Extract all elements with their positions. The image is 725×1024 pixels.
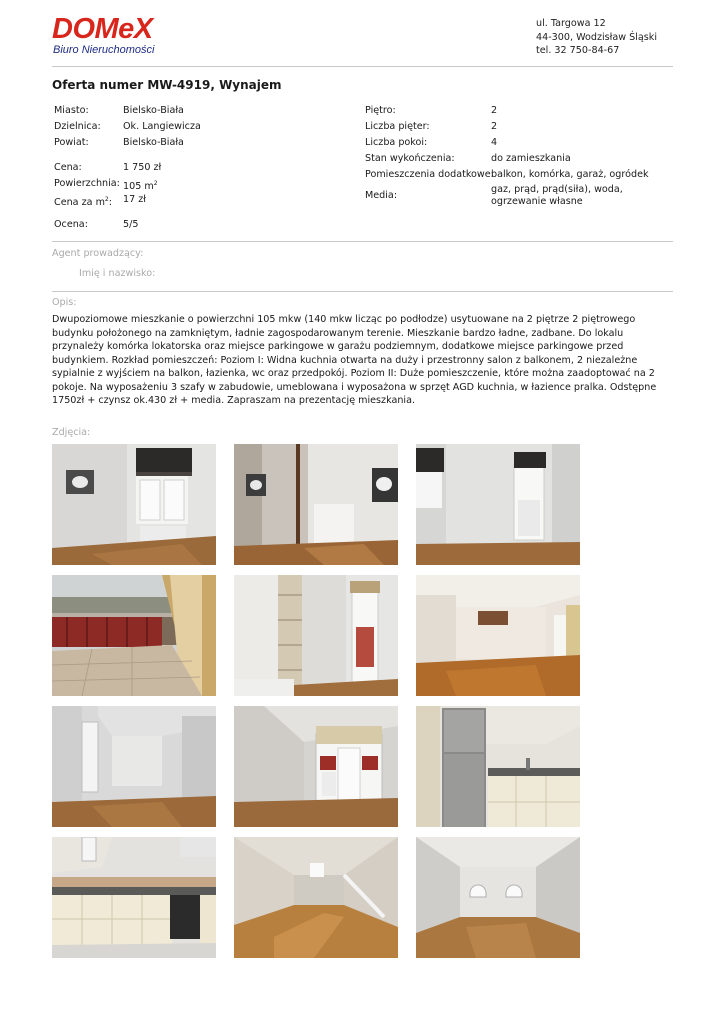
address-phone: tel. 32 750-84-67 [536,45,620,56]
photo-kitchen-fridge[interactable] [416,706,580,827]
detail-value: Ok. Langiewicza [123,121,201,132]
detail-label: Miasto: [54,105,89,116]
header-divider [52,66,673,67]
detail-label: Cena za $m^2$: [54,196,112,209]
detail-label: Liczba pokoi: [365,137,428,148]
logo-subtitle: Biuro Nieruchomości [53,44,155,56]
agent-name-label: Imię i nazwisko: [79,268,156,279]
photo-room-shelves[interactable] [234,575,398,696]
detail-value: 2 [491,121,498,132]
agent-section-label: Agent prowadzący: [52,248,144,259]
detail-label: Stan wykończenia: [365,153,455,164]
photo-room-attic[interactable] [52,706,216,827]
detail-value: Bielsko-Biała [123,137,184,148]
photo-attic-room[interactable] [234,837,398,958]
detail-value: 5/5 [123,219,139,230]
detail-value: 4 [491,137,498,148]
detail-label: Liczba pięter: [365,121,430,132]
detail-label: Ocena: [54,219,88,230]
detail-label: Cena: [54,162,82,173]
photo-balcony[interactable] [52,575,216,696]
detail-value: 2 [491,105,498,116]
detail-label: Pomieszczenia dodatkowe: [365,169,494,180]
description-text: Dwupoziomowe mieszkanie o powierzchni 105 mkw (140 mkw licząc po podłodze) usytuowane na 2 piętrze 2 piętrowego budynku położonego na zamkniętym, ładnie zagospodarowanym terenie. Mieszkanie bardzo ładne, zadbane. Do lokalu przynależy komórka lokatorska oraz miejsce parkingowe w garażu podziemnym, dodatkowe miejsce parkingowe przed budynkiem. Rozkład pomieszczeń: Poziom I: Widna kuchnia otwarta na duży i przestronny salon z balkonem, 2 niezależne sypialnie z wyjściem na balkon, łazienka, wc oraz przedpokój. Poziom II: Duże pomieszczenie, które można zaadoptować na 2 pokoje. Na wyposażeniu 3 szafy w zabudowie, umeblowana i wyposażona w sprzęt AGD kuchnia, w łazience pralka. Odstępne 1750zł + czynsz ok.430 zł + media. Zapraszam na prezentację mieszkania. [52,314,657,406]
offer-title: Oferta numer MW-4919, Wynajem [52,78,282,92]
logo-wordmark: DOMeX [52,13,153,45]
detail-label: Powiat: [54,137,89,148]
agency-address [536,17,657,58]
details-divider [52,241,673,242]
address-city: 44-300, Wodzisław Śląski [536,31,658,43]
detail-label: Piętro: [365,105,396,116]
detail-label: Powierzchnia: [54,178,120,189]
agent-divider [52,291,673,292]
photo-room-balcony-door[interactable] [416,444,580,565]
photos-section-label: Zdjęcia: [52,427,91,438]
detail-value: 1 750 zł [123,162,162,173]
description-section-label: Opis: [52,297,77,308]
detail-label: Media: [365,190,398,201]
photo-room-window[interactable] [52,444,216,565]
detail-value: 105 $m^2$ [123,180,158,193]
detail-value: 17 zł [123,194,147,205]
photo-room-wardrobe[interactable] [234,444,398,565]
address-street: ul. Targowa 12 [536,18,606,29]
detail-value: balkon, komórka, garaż, ogródek [491,169,649,180]
company-logo [52,14,154,56]
photo-living-room[interactable] [416,575,580,696]
photo-room-french-door[interactable] [234,706,398,827]
photo-kitchen-counter[interactable] [52,837,216,958]
detail-value: Bielsko-Biała [123,105,184,116]
detail-value: do zamieszkania [491,153,571,164]
detail-value: gaz, prąd, prąd(siła), woda, ogrzewanie własne [491,184,623,207]
photo-attic-window[interactable] [416,837,580,958]
detail-label: Dzielnica: [54,121,101,132]
